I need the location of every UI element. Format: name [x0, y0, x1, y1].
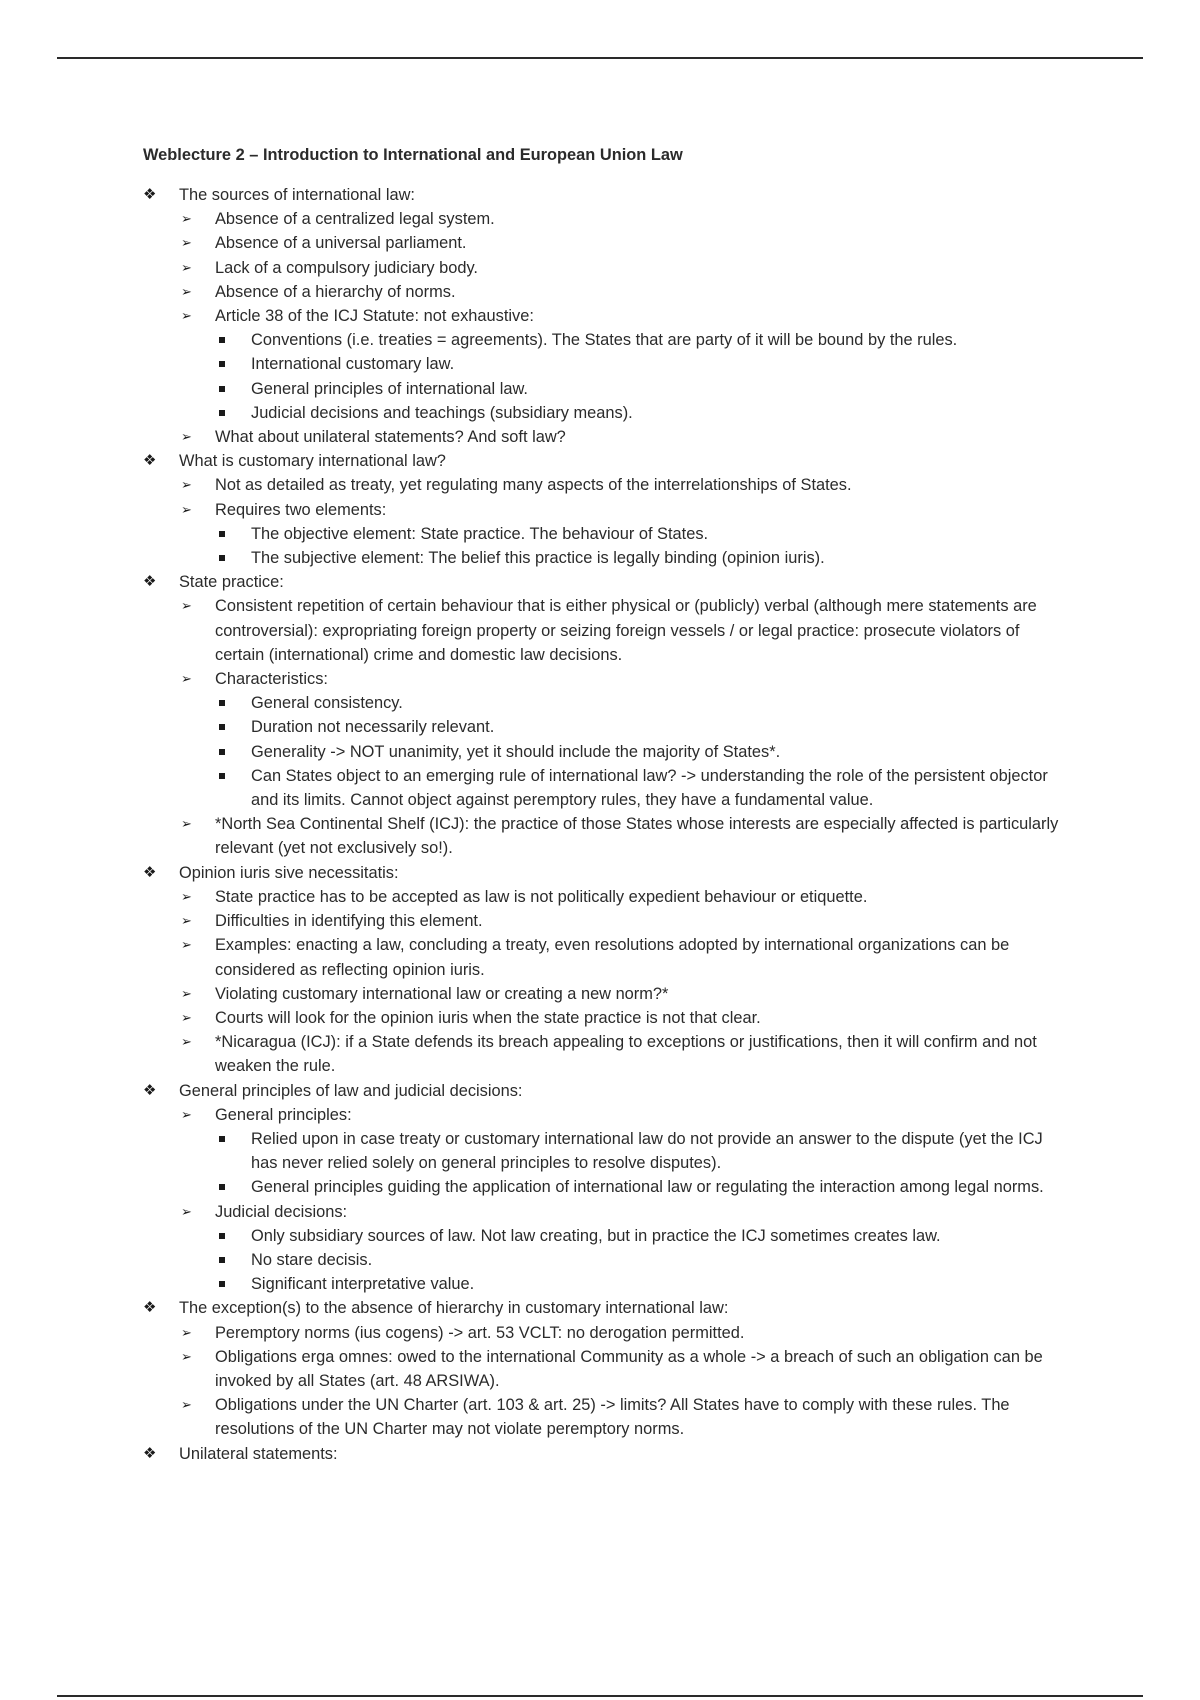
- arrowhead-bullet-icon: ➢: [181, 816, 192, 832]
- outline-subitem: [143, 1272, 1063, 1296]
- square-bullet-icon: [219, 361, 225, 367]
- item-text: Requires two elements:: [215, 500, 387, 519]
- footer-rule: [57, 1695, 1143, 1697]
- arrowhead-bullet-icon: ➢: [181, 1034, 192, 1050]
- outline-subitem: [143, 764, 1063, 812]
- item-text: Courts will look for the opinion iuris when the state practice is not that clear.: [215, 1008, 761, 1027]
- item-text: Lack of a compulsory judiciary body.: [215, 258, 478, 277]
- square-bullet-icon: [219, 1136, 225, 1142]
- arrowhead-bullet-icon: ➢: [181, 888, 192, 904]
- section-heading: Unilateral statements:: [179, 1444, 338, 1463]
- outline-subitem: [143, 740, 1063, 764]
- outline-subitem: [143, 377, 1063, 401]
- item-text: *North Sea Continental Shelf (ICJ): the practice of those States whose interests are especially affected is particularly relevant (yet not exclusively so!).: [215, 815, 1059, 858]
- subitem-text: The objective element: State practice. The behaviour of States.: [251, 524, 709, 543]
- arrowhead-bullet-icon: ➢: [181, 235, 192, 251]
- arrowhead-bullet-icon: ➢: [181, 598, 192, 614]
- outline-item: [143, 1393, 1063, 1441]
- square-bullet-icon: [219, 1257, 225, 1263]
- item-text: What about unilateral statements? And soft law?: [215, 428, 566, 447]
- outline-item: [143, 667, 1063, 691]
- arrowhead-bullet-icon: ➢: [181, 501, 192, 517]
- outline-item: [143, 594, 1063, 667]
- outline-item: [143, 231, 1063, 255]
- item-text: Peremptory norms (ius cogens) -> art. 53 VCLT: no derogation permitted.: [215, 1323, 745, 1342]
- arrowhead-bullet-icon: ➢: [181, 1348, 192, 1364]
- diamond-bullet-icon: ❖: [143, 1444, 157, 1462]
- diamond-bullet-icon: ❖: [143, 1299, 157, 1317]
- section-heading: State practice:: [179, 573, 284, 592]
- subitem-text: Only subsidiary sources of law. Not law creating, but in practice the ICJ sometimes creates law.: [251, 1226, 941, 1245]
- item-text: Article 38 of the ICJ Statute: not exhaustive:: [215, 307, 534, 326]
- document-body: [143, 143, 1063, 1466]
- square-bullet-icon: [219, 531, 225, 537]
- outline-item: [143, 1321, 1063, 1345]
- item-text: Judicial decisions:: [215, 1202, 348, 1221]
- section-heading: General principles of law and judicial decisions:: [179, 1081, 523, 1100]
- item-text: Characteristics:: [215, 670, 328, 689]
- outline-item: [143, 1030, 1063, 1078]
- section-heading: The sources of international law:: [179, 186, 415, 204]
- item-text: Difficulties in identifying this element.: [215, 912, 483, 931]
- item-text: Absence of a universal parliament.: [215, 234, 467, 253]
- arrowhead-bullet-icon: ➢: [181, 259, 192, 275]
- subitem-text: Can States object to an emerging rule of international law? -> understanding the role of the persistent objector and its limits. Cannot object against peremptory rules, they have a fundamental value.: [251, 766, 1048, 810]
- outline-subitem: [143, 1175, 1063, 1199]
- section-heading: The exception(s) to the absence of hierarchy in customary international law:: [179, 1299, 729, 1318]
- outline-item: [143, 933, 1063, 981]
- outline-subitem: [143, 401, 1063, 425]
- outline-subitem: [143, 352, 1063, 376]
- outline-subitem: [143, 328, 1063, 352]
- item-text: Absence of a hierarchy of norms.: [215, 282, 456, 301]
- outline-item: [143, 1006, 1063, 1030]
- square-bullet-icon: [219, 1233, 225, 1239]
- outline-item: [143, 812, 1063, 860]
- item-text: Violating customary international law or creating a new norm?*: [215, 984, 669, 1003]
- arrowhead-bullet-icon: ➢: [181, 429, 192, 445]
- item-text: Consistent repetition of certain behaviour that is either physical or (publicly) verbal (although mere statements are controversial): expropriating foreign property or seizing foreign vessels / or legal practice: prosecute violators of certain (international) crime and domestic law decisions.: [215, 597, 1037, 664]
- outline-section: [143, 449, 1063, 473]
- outline-item: [143, 256, 1063, 280]
- arrowhead-bullet-icon: ➢: [181, 671, 192, 687]
- diamond-bullet-icon: ❖: [143, 1081, 157, 1099]
- outline-item: [143, 1345, 1063, 1393]
- outline-section: [143, 861, 1063, 885]
- outline-subitem: [143, 522, 1063, 546]
- header-rule: [57, 57, 1143, 59]
- arrowhead-bullet-icon: ➢: [181, 1106, 192, 1122]
- outline-list: [143, 183, 1063, 1466]
- subitem-text: Judicial decisions and teachings (subsidiary means).: [251, 403, 633, 422]
- outline-subitem: [143, 1248, 1063, 1272]
- item-text: Examples: enacting a law, concluding a treaty, even resolutions adopted by international organizations can be considered as reflecting opinion iuris.: [215, 936, 1010, 979]
- outline-item: [143, 498, 1063, 522]
- square-bullet-icon: [219, 386, 225, 392]
- subitem-text: General principles of international law.: [251, 379, 528, 398]
- diamond-bullet-icon: ❖: [143, 186, 157, 203]
- outline-section: [143, 570, 1063, 594]
- subitem-text: Conventions (i.e. treaties = agreements). The States that are party of it will be bound by the rules.: [251, 331, 958, 350]
- outline-item: [143, 885, 1063, 909]
- arrowhead-bullet-icon: ➢: [181, 211, 192, 227]
- subitem-text: Duration not necessarily relevant.: [251, 718, 495, 737]
- item-text: *Nicaragua (ICJ): if a State defends its breach appealing to exceptions or justifications, then it will confirm and not weaken the rule.: [215, 1033, 1037, 1076]
- arrowhead-bullet-icon: ➢: [181, 283, 192, 299]
- arrowhead-bullet-icon: ➢: [181, 1397, 192, 1413]
- arrowhead-bullet-icon: ➢: [181, 913, 192, 929]
- diamond-bullet-icon: ❖: [143, 452, 157, 470]
- item-text: Not as detailed as treaty, yet regulating many aspects of the interrelationships of States.: [215, 476, 852, 495]
- item-text: Absence of a centralized legal system.: [215, 210, 495, 229]
- subitem-text: General principles guiding the application of international law or regulating the interaction among legal norms.: [251, 1178, 1044, 1197]
- item-text: State practice has to be accepted as law is not politically expedient behaviour or etiquette.: [215, 887, 868, 906]
- diamond-bullet-icon: ❖: [143, 863, 157, 881]
- outline-item: [143, 304, 1063, 328]
- outline-section: [143, 1442, 1063, 1466]
- arrowhead-bullet-icon: ➢: [181, 937, 192, 953]
- section-heading: What is customary international law?: [179, 452, 446, 471]
- outline-item: [143, 1200, 1063, 1224]
- subitem-text: International customary law.: [251, 355, 455, 374]
- outline-subitem: [143, 1224, 1063, 1248]
- arrowhead-bullet-icon: ➢: [181, 985, 192, 1001]
- outline-section: [143, 183, 1063, 207]
- arrowhead-bullet-icon: ➢: [181, 1203, 192, 1219]
- square-bullet-icon: [219, 1281, 225, 1287]
- subitem-text: Generality -> NOT unanimity, yet it should include the majority of States*.: [251, 742, 781, 761]
- item-text: Obligations erga omnes: owed to the international Community as a whole -> a breach of such an obligation can be invoked by all States (art. 48 ARSIWA).: [215, 1347, 1043, 1390]
- item-text: Obligations under the UN Charter (art. 103 & art. 25) -> limits? All States have to comply with these rules. The resolutions of the UN Charter may not violate peremptory norms.: [215, 1396, 1010, 1439]
- subitem-text: Relied upon in case treaty or customary international law do not provide an answer to the dispute (yet the ICJ has never relied solely on general principles to resolve disputes).: [251, 1129, 1043, 1173]
- outline-item: [143, 1103, 1063, 1127]
- subitem-text: General consistency.: [251, 694, 403, 713]
- subitem-text: The subjective element: The belief this practice is legally binding (opinion iuris).: [251, 549, 825, 568]
- outline-item: [143, 982, 1063, 1006]
- square-bullet-icon: [219, 555, 225, 561]
- outline-item: [143, 425, 1063, 449]
- outline-section: [143, 1079, 1063, 1103]
- arrowhead-bullet-icon: ➢: [181, 1324, 192, 1340]
- outline-subitem: [143, 715, 1063, 739]
- outline-section: [143, 1296, 1063, 1320]
- arrowhead-bullet-icon: ➢: [181, 308, 192, 324]
- outline-subitem: [143, 1127, 1063, 1175]
- square-bullet-icon: [219, 700, 225, 706]
- subitem-text: No stare decisis.: [251, 1250, 373, 1269]
- outline-item: [143, 207, 1063, 231]
- outline-item: [143, 280, 1063, 304]
- square-bullet-icon: [219, 410, 225, 416]
- arrowhead-bullet-icon: ➢: [181, 477, 192, 493]
- outline-item: [143, 909, 1063, 933]
- square-bullet-icon: [219, 337, 225, 343]
- item-text: General principles:: [215, 1105, 352, 1124]
- square-bullet-icon: [219, 724, 225, 730]
- section-heading: Opinion iuris sive necessitatis:: [179, 863, 399, 882]
- outline-item: [143, 473, 1063, 497]
- outline-subitem: [143, 546, 1063, 570]
- square-bullet-icon: [219, 749, 225, 755]
- outline-subitem: [143, 691, 1063, 715]
- diamond-bullet-icon: ❖: [143, 573, 157, 591]
- square-bullet-icon: [219, 1184, 225, 1190]
- subitem-text: Significant interpretative value.: [251, 1275, 475, 1294]
- arrowhead-bullet-icon: ➢: [181, 1009, 192, 1025]
- document-title: Weblecture 2 – Introduction to International and European Union Law: [143, 146, 683, 164]
- square-bullet-icon: [219, 773, 225, 779]
